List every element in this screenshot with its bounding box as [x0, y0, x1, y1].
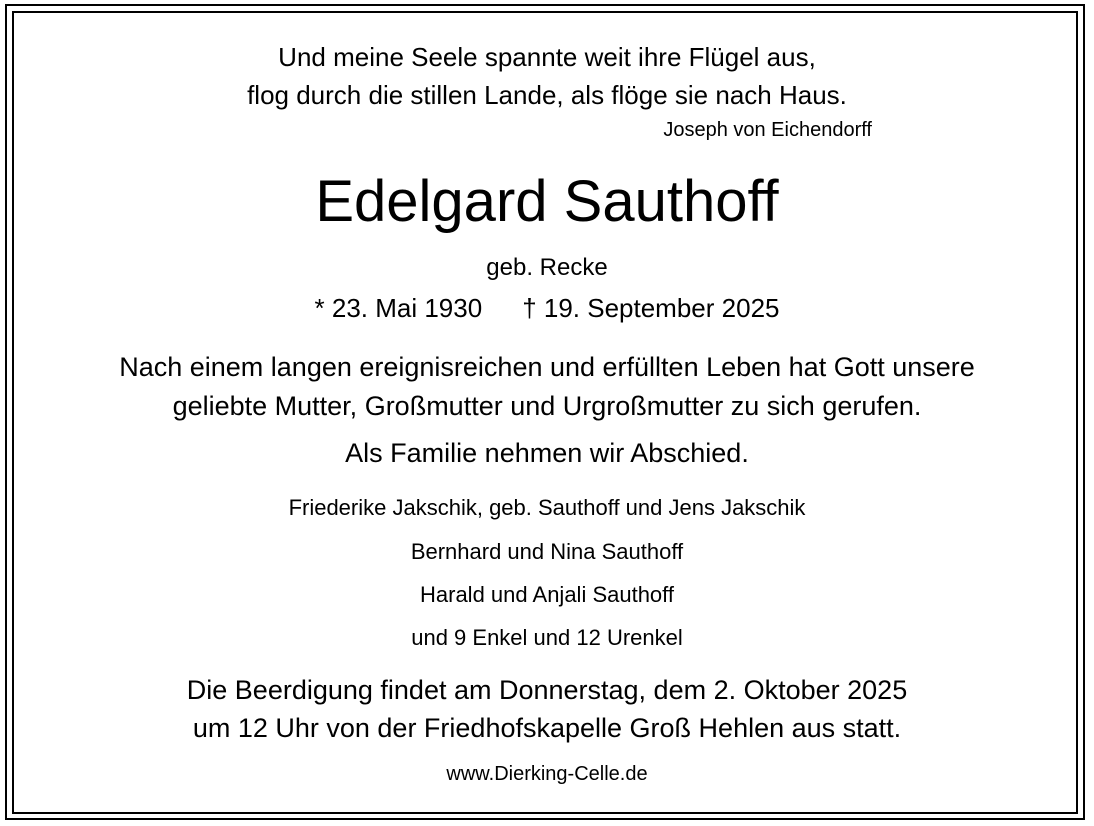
maiden-name: geb. Recke: [486, 254, 608, 281]
deceased-name: Edelgard Sauthoff: [315, 169, 779, 234]
family-member: Bernhard und Nina Sauthoff: [410, 539, 684, 564]
farewell-line: Als Familie nehmen wir Abschied.: [345, 438, 749, 468]
message-line-1: Nach einem langen ereignisreichen und erfüllten Leben hat Gott unsere: [119, 352, 975, 382]
poem-line-2: flog durch die stillen Lande, als flöge sie nach Haus.: [247, 80, 847, 110]
family-member: Friederike Jakschik, geb. Sauthoff und Jens Jakschik: [288, 495, 806, 520]
family-member: und 9 Enkel und 12 Urenkel: [411, 625, 683, 650]
family-member: Harald und Anjali Sauthoff: [420, 582, 674, 607]
poem-author: Joseph von Eichendorff: [663, 119, 872, 141]
poem-line-1: Und meine Seele spannte weit ihre Flügel aus,: [278, 42, 816, 72]
funeral-line-2: um 12 Uhr von der Friedhofskapelle Groß Hehlen aus statt.: [192, 713, 902, 743]
funeral-line-1: Die Beerdigung findet am Donnerstag, dem 2. Oktober 2025: [186, 675, 908, 705]
funeral-home-website[interactable]: www.Dierking-Celle.de: [446, 763, 648, 785]
message-line-2: geliebte Mutter, Großmutter und Urgroßmutter zu sich gerufen.: [172, 391, 922, 421]
death-date: † 19. September 2025: [522, 293, 780, 323]
life-dates: [0, 295, 1094, 321]
birth-date: * 23. Mai 1930: [314, 293, 483, 323]
